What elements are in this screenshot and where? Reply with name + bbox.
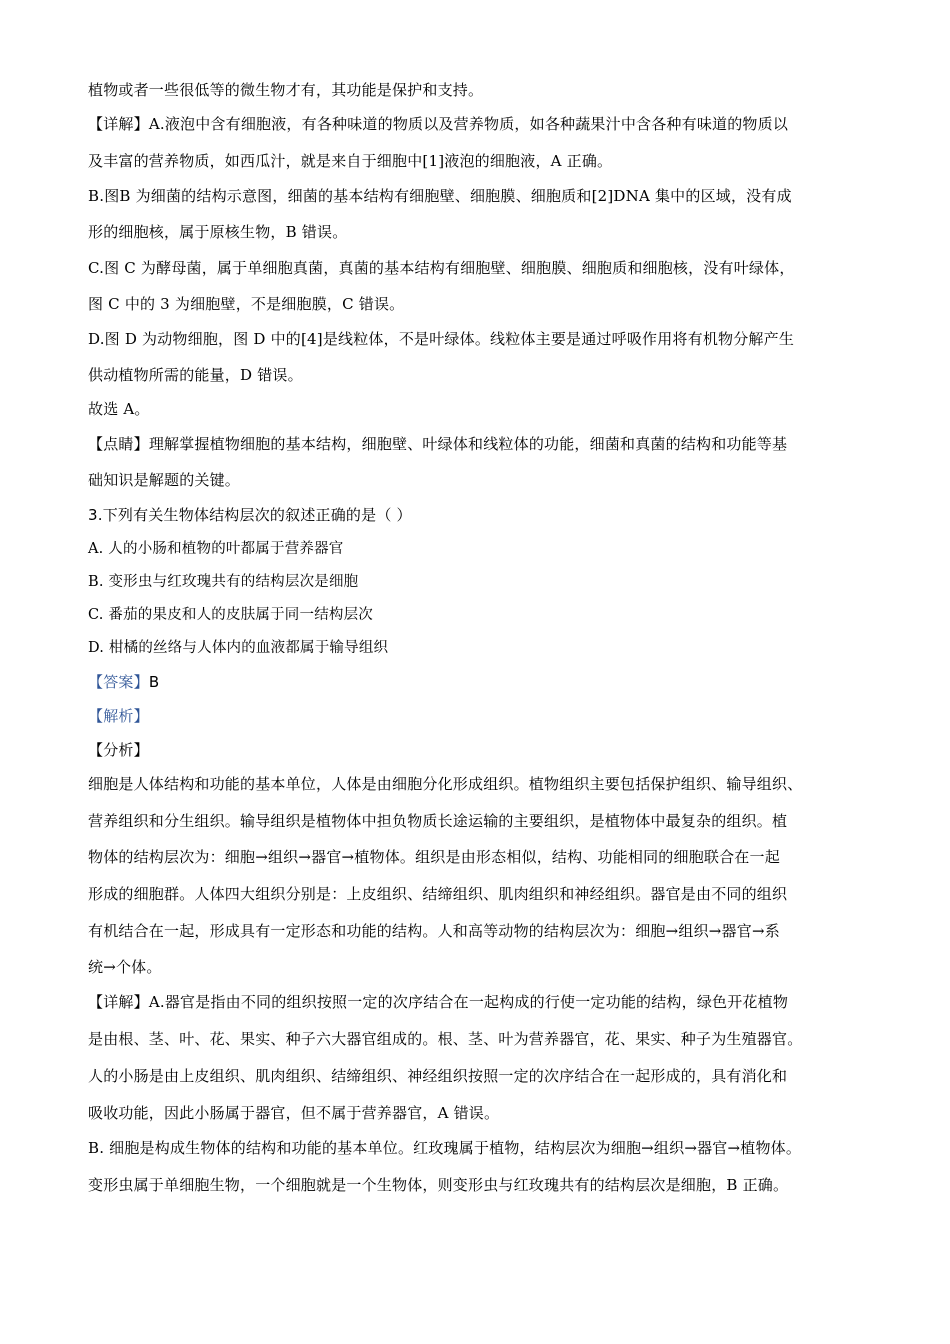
text-line: C.图 C 为酵母菌，属于单细胞真菌，真菌的基本结构有细胞壁、细胞膜、细胞质和细胞核，没有叶绿体，	[88, 259, 795, 277]
text-line: 细胞是人体结构和功能的基本单位，人体是由细胞分化形成组织。植物组织主要包括保护组织、输导组织、	[88, 775, 803, 793]
question-stem: 3.下列有关生物体结构层次的叙述正确的是（ ）	[88, 506, 412, 524]
text-line: 统→个体。	[88, 958, 162, 976]
text-line: 础知识是解题的关键。	[88, 471, 241, 489]
text-line: 形的细胞核，属于原核生物，B 错误。	[88, 223, 348, 241]
text-line: 营养组织和分生组织。输导组织是植物体中担负物质长途运输的主要组织，是植物体中最复杂的组织。植	[88, 812, 788, 830]
detail-text: A.器官是指由不同的组织按照一定的次序结合在一起构成的行使一定功能的结构，绿色开花植物	[148, 993, 789, 1011]
text-line: 供动植物所需的能量，D 错误。	[88, 366, 303, 384]
point-text: 理解掌握植物细胞的基本结构，细胞壁、叶绿体和线粒体的功能，细菌和真菌的结构和功能等基	[148, 435, 788, 453]
option-d: D. 柑橘的丝络与人体内的血液都属于输导组织	[88, 640, 389, 656]
point-tag: 【点睛】	[88, 435, 149, 453]
text-line: 有机结合在一起，形成具有一定形态和功能的结构。人和高等动物的结构层次为：细胞→组织→器官→系	[88, 922, 780, 940]
text-line: 是由根、茎、叶、花、果实、种子六大器官组成的。根、茎、叶为营养器官，花、果实、种子为生殖器官。	[88, 1030, 803, 1048]
text-line: 变形虫属于单细胞生物，一个细胞就是一个生物体，则变形虫与红玫瑰共有的结构层次是细胞，B 正确。	[88, 1176, 789, 1194]
detail-line	[88, 114, 788, 134]
text-line: B. 细胞是构成生物体的结构和功能的基本单位。红玫瑰属于植物，结构层次为细胞→组织→器官→植物体。	[88, 1139, 802, 1157]
detail-text: A.液泡中含有细胞液，有各种味道的物质以及营养物质，如各种蔬果汁中含各种有味道的物质以	[148, 115, 789, 133]
answer-value: B	[148, 673, 160, 691]
text-line: 吸收功能，因此小肠属于器官，但不属于营养器官，A 错误。	[88, 1104, 500, 1122]
text-line: 及丰富的营养物质，如西瓜汁，就是来自于细胞中[1]液泡的细胞液，A 正确。	[88, 152, 613, 170]
answer-tag: 【答案】	[88, 673, 149, 691]
text-line: 形成的细胞群。人体四大组织分别是：上皮组织、结缔组织、肌肉组织和神经组织。器官是由不同的组织	[88, 885, 788, 903]
text-line: D.图 D 为动物细胞，图 D 中的[4]是线粒体，不是叶绿体。线粒体主要是通过呼吸作用将有机物分解产生	[88, 330, 795, 348]
option-a: A. 人的小肠和植物的叶都属于营养器官	[88, 541, 344, 557]
text-line: 故选 A。	[88, 400, 150, 418]
text-line: B.图B 为细菌的结构示意图，细菌的基本结构有细胞壁、细胞膜、细胞质和[2]DNA 集中的区域，没有成	[88, 187, 792, 205]
detail-tag: 【详解】	[88, 115, 149, 133]
answer-line	[88, 672, 159, 692]
point-line	[88, 434, 787, 454]
fenxi-tag: 【分析】	[88, 741, 149, 759]
text-line: 图 C 中的 3 为细胞壁，不是细胞膜，C 错误。	[88, 295, 405, 313]
option-c: C. 番茄的果皮和人的皮肤属于同一结构层次	[88, 607, 373, 623]
option-b: B. 变形虫与红玫瑰共有的结构层次是细胞	[88, 574, 359, 590]
analysis-tag: 【解析】	[88, 707, 149, 725]
detail-tag: 【详解】	[88, 993, 149, 1011]
text-line: 人的小肠是由上皮组织、肌肉组织、结缔组织、神经组织按照一定的次序结合在一起形成的，具有消化和	[88, 1067, 788, 1085]
text-line: 植物或者一些很低等的微生物才有，其功能是保护和支持。	[88, 81, 484, 99]
text-line: 物体的结构层次为：细胞→组织→器官→植物体。组织是由形态相似，结构、功能相同的细胞联合在一起	[88, 848, 780, 866]
detail-line	[88, 992, 788, 1012]
